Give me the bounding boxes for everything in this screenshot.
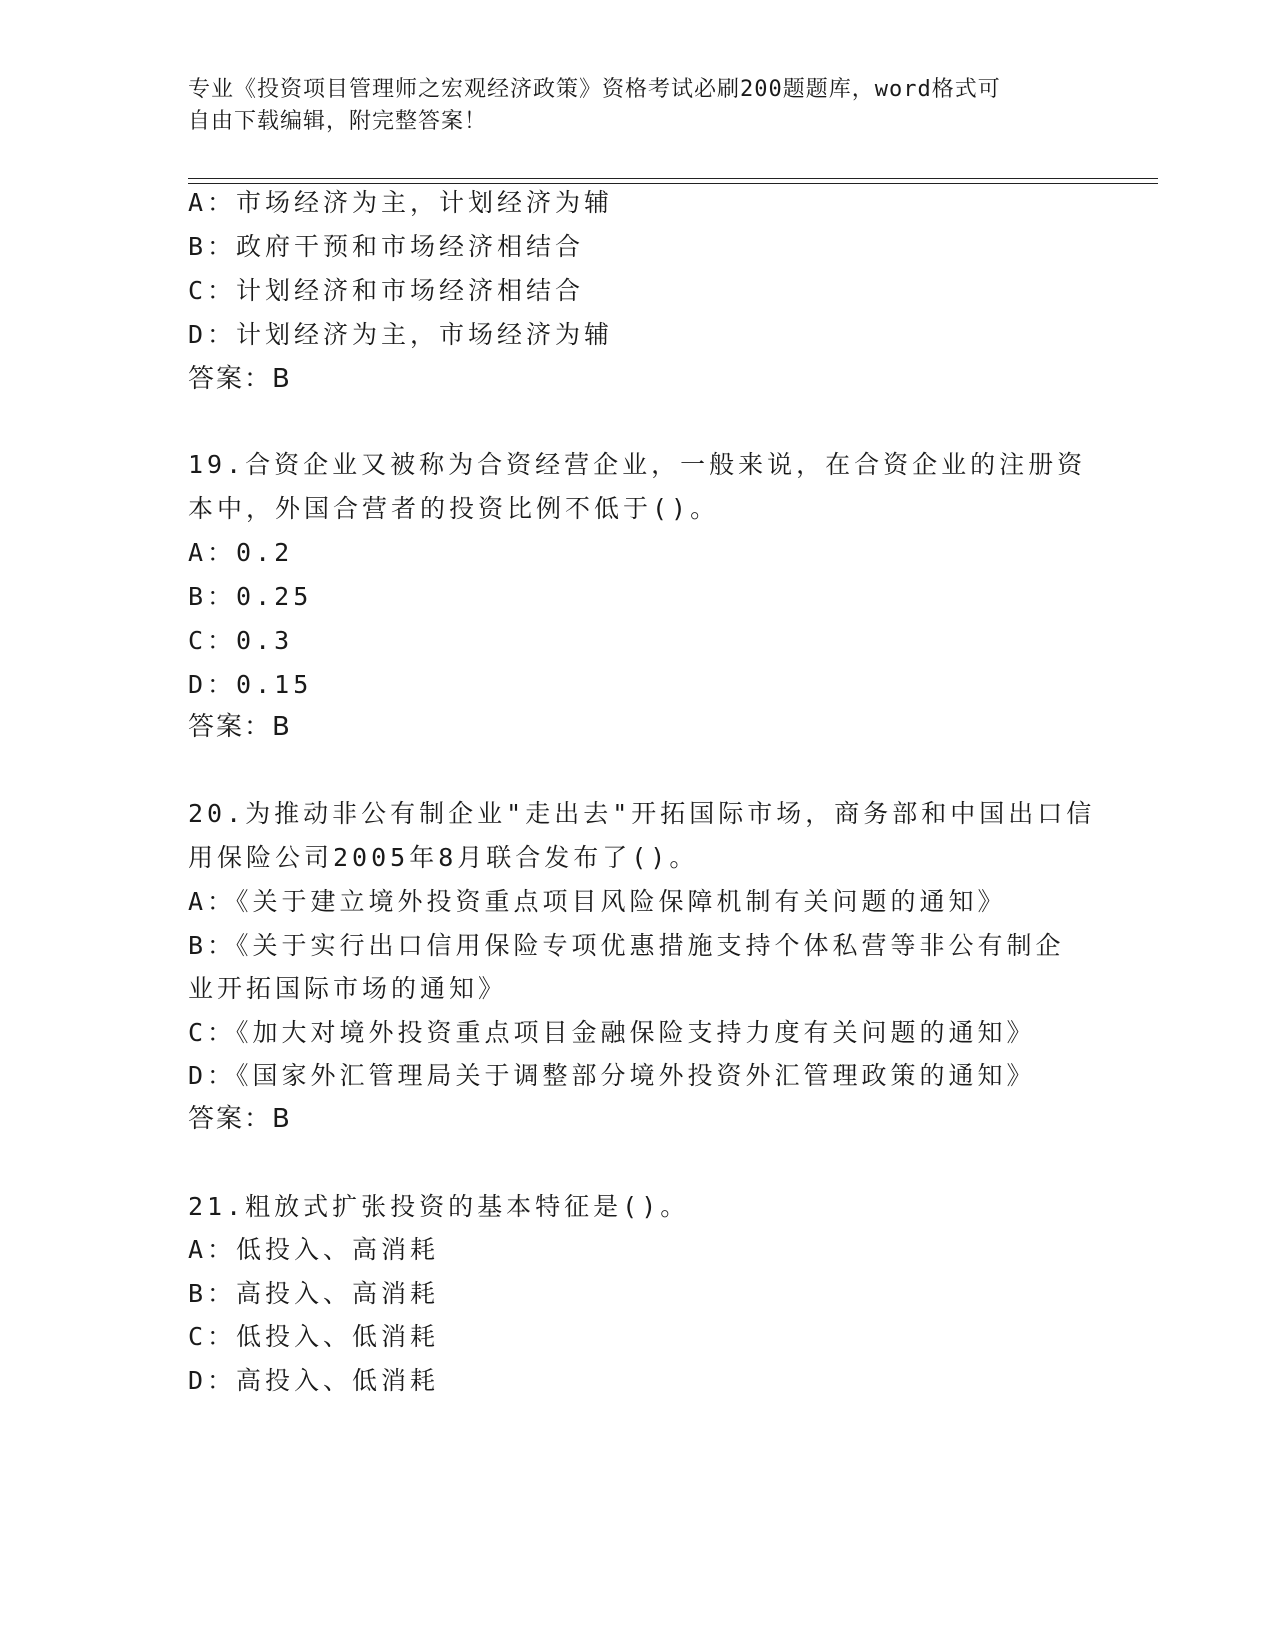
q20-option-c: C：《加大对境外投资重点项目金融保险支持力度有关问题的通知》	[188, 1018, 1036, 1047]
header-divider	[188, 178, 1158, 184]
q20-answer: 答案：B	[188, 1104, 292, 1134]
document-header	[188, 74, 1088, 138]
q19-answer: 答案：B	[188, 712, 292, 742]
header-line-2: 自由下载编辑，附完整答案！	[188, 109, 488, 134]
q19-option-b: B：0.25	[188, 582, 313, 611]
q20-option-b: B：《关于实行出口信用保险专项优惠措施支持个体私营等非公有制企	[188, 931, 1065, 960]
q20-option-b-continued: 业开拓国际市场的通知》	[188, 974, 508, 1003]
q21-option-a: A：低投入、高消耗	[188, 1235, 440, 1264]
q21-option-c: C：低投入、低消耗	[188, 1322, 440, 1351]
q21-option-b: B：高投入、高消耗	[188, 1279, 440, 1308]
q19-question-line-2: 本中，外国合营者的投资比例不低于()。	[188, 494, 720, 523]
q20-question-line-1: 20.为推动非公有制企业"走出去"开拓国际市场，商务部和中国出口信	[188, 799, 1096, 828]
q18-option-d: D：计划经济为主，市场经济为辅	[188, 320, 614, 349]
q19-option-a: A：0.2	[188, 538, 294, 567]
q18-option-b: B：政府干预和市场经济相结合	[188, 232, 585, 261]
q19-question-line-1: 19.合资企业又被称为合资经营企业，一般来说，在合资企业的注册资	[188, 450, 1087, 479]
q21-question-line-1: 21.粗放式扩张投资的基本特征是()。	[188, 1192, 690, 1221]
q20-question-line-2: 用保险公司2005年8月联合发布了()。	[188, 843, 699, 872]
q18-option-c: C：计划经济和市场经济相结合	[188, 276, 585, 305]
q20-option-a: A：《关于建立境外投资重点项目风险保障机制有关问题的通知》	[188, 887, 1007, 916]
q19-option-d: D：0.15	[188, 670, 313, 699]
q21-option-d: D：高投入、低消耗	[188, 1366, 440, 1395]
q19-option-c: C：0.3	[188, 626, 294, 655]
q18-option-a: A：市场经济为主，计划经济为辅	[188, 188, 614, 217]
header-line-1: 专业《投资项目管理师之宏观经济政策》资格考试必刷200题题库，word格式可	[188, 77, 1001, 102]
q20-option-d: D：《国家外汇管理局关于调整部分境外投资外汇管理政策的通知》	[188, 1061, 1036, 1090]
q18-answer: 答案：B	[188, 364, 292, 394]
